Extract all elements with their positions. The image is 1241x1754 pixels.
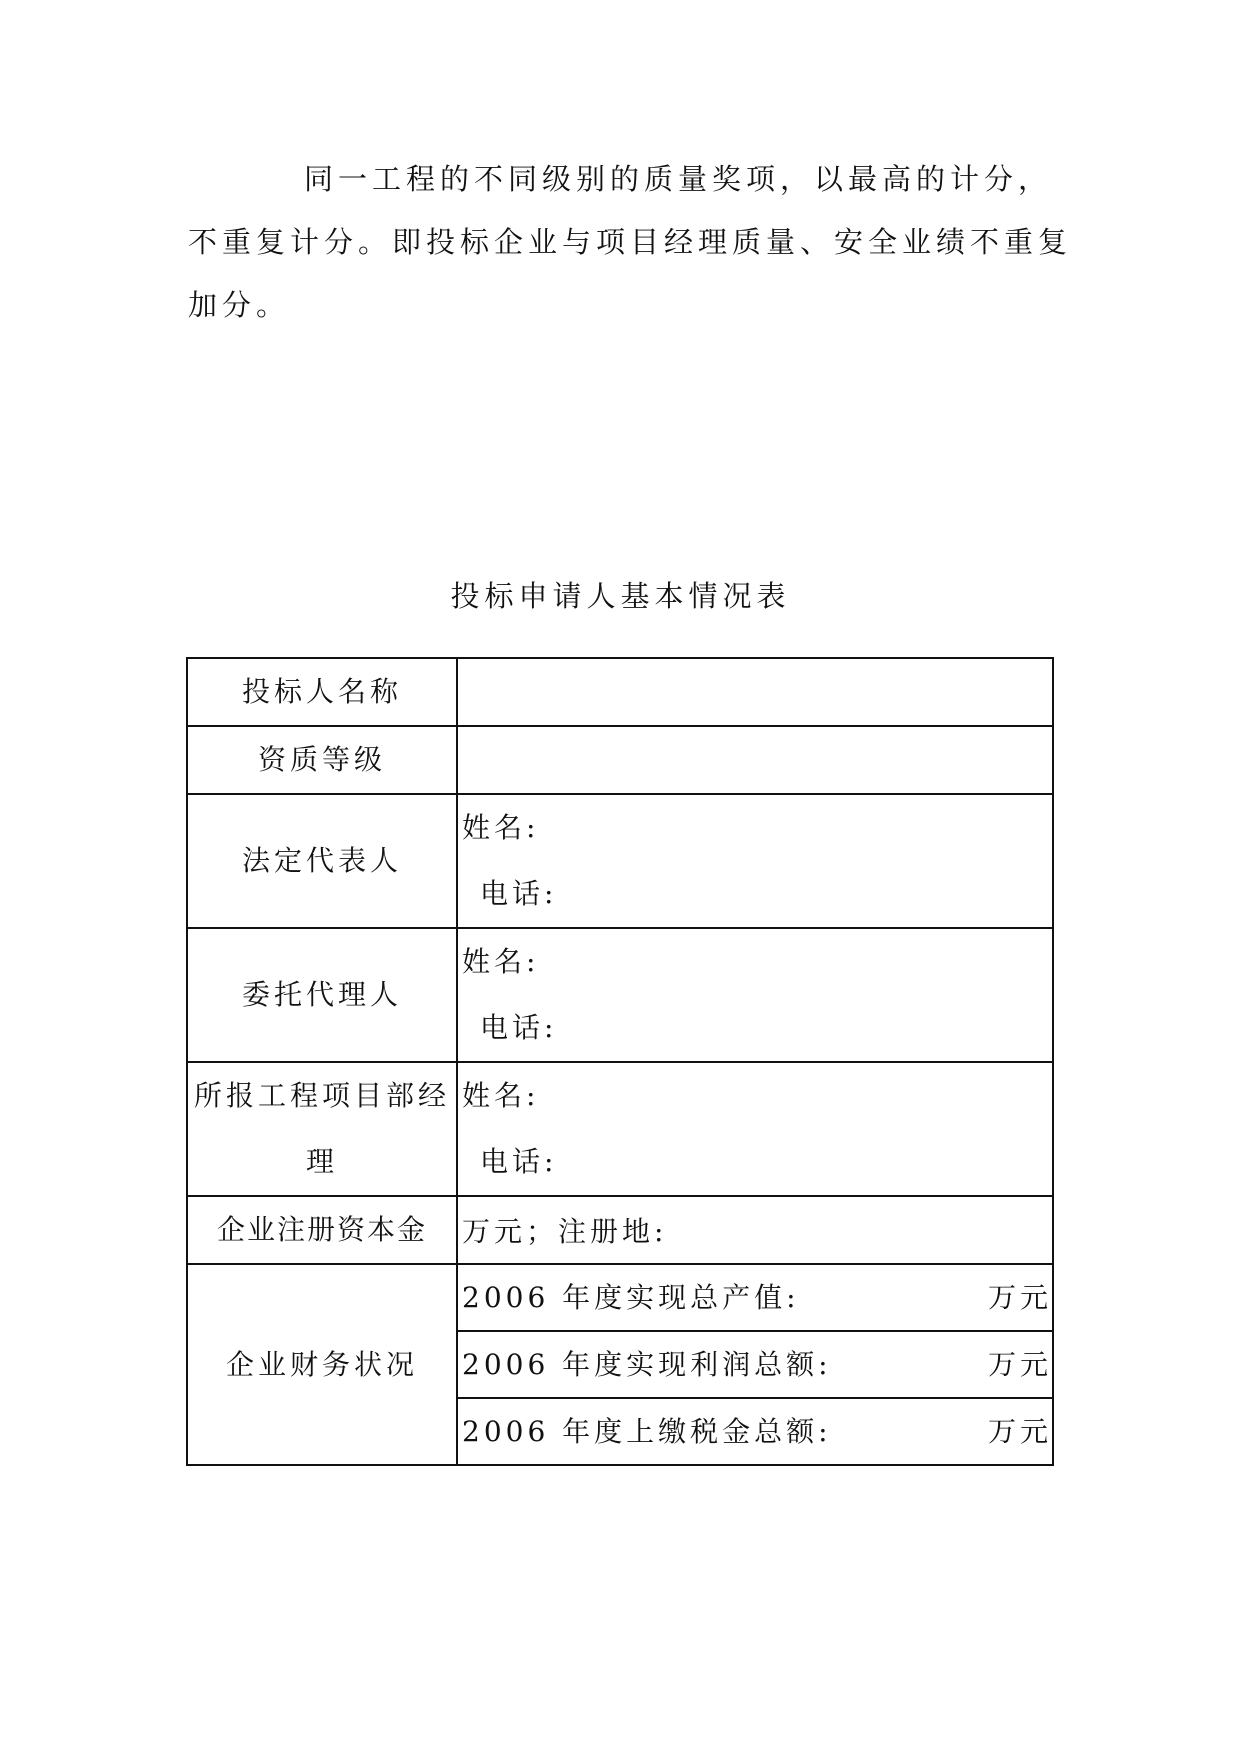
- project-manager-name-label: 姓名:: [462, 1079, 540, 1112]
- project-manager-label-line2: 理: [305, 1145, 338, 1178]
- row-qualification: [187, 726, 1053, 794]
- agent-phone-label: 电话:: [480, 1011, 558, 1044]
- row-legal-representative: [187, 794, 1053, 928]
- legal-rep-name-label: 姓名:: [462, 811, 540, 844]
- bidder-info-table: [186, 657, 1054, 1466]
- qualification-field[interactable]: [457, 726, 1053, 794]
- legal-rep-phone-label: 电话:: [480, 877, 558, 910]
- legal-rep-field[interactable]: [457, 794, 1053, 928]
- project-manager-label: [187, 1062, 457, 1196]
- bidder-name-field[interactable]: [457, 658, 1053, 726]
- form-title: 投标申请人基本情况表: [450, 579, 791, 613]
- registered-capital-field[interactable]: 万元；注册地:: [457, 1196, 1053, 1264]
- finance-tax-label: 2006 年度上缴税金总额:: [462, 1415, 832, 1448]
- registered-capital-label: 企业注册资本金: [187, 1196, 457, 1264]
- body-paragraph: [188, 148, 1073, 337]
- finance-output-unit: 万元: [987, 1281, 1052, 1314]
- finance-profit-field[interactable]: [457, 1331, 1053, 1398]
- paragraph-line-3: 加分。: [188, 288, 291, 322]
- project-manager-phone-label: 电话:: [480, 1145, 558, 1178]
- finance-label: 企业财务状况: [187, 1264, 457, 1465]
- finance-profit-unit: 万元: [987, 1348, 1052, 1381]
- finance-output-field[interactable]: [457, 1264, 1053, 1331]
- finance-profit-label: 2006 年度实现利润总额:: [462, 1348, 832, 1381]
- agent-field[interactable]: [457, 928, 1053, 1062]
- project-manager-label-line1: 所报工程项目部经: [193, 1079, 450, 1112]
- paragraph-line-2: 不重复计分。即投标企业与项目经理质量、安全业绩不重复: [188, 225, 1073, 259]
- paragraph-line-1: 同一工程的不同级别的质量奖项，以最高的计分，: [304, 162, 1053, 196]
- row-project-manager: [187, 1062, 1053, 1196]
- row-agent: [187, 928, 1053, 1062]
- bidder-name-label: 投标人名称: [187, 658, 457, 726]
- row-finance-output: [187, 1264, 1053, 1331]
- row-bidder-name: [187, 658, 1053, 726]
- finance-tax-field[interactable]: [457, 1398, 1053, 1465]
- row-registered-capital: [187, 1196, 1053, 1264]
- qualification-label: 资质等级: [187, 726, 457, 794]
- project-manager-field[interactable]: [457, 1062, 1053, 1196]
- finance-tax-unit: 万元: [987, 1415, 1052, 1448]
- agent-label: 委托代理人: [187, 928, 457, 1062]
- finance-output-label: 2006 年度实现总产值:: [462, 1281, 800, 1314]
- agent-name-label: 姓名:: [462, 945, 540, 978]
- legal-rep-label: 法定代表人: [187, 794, 457, 928]
